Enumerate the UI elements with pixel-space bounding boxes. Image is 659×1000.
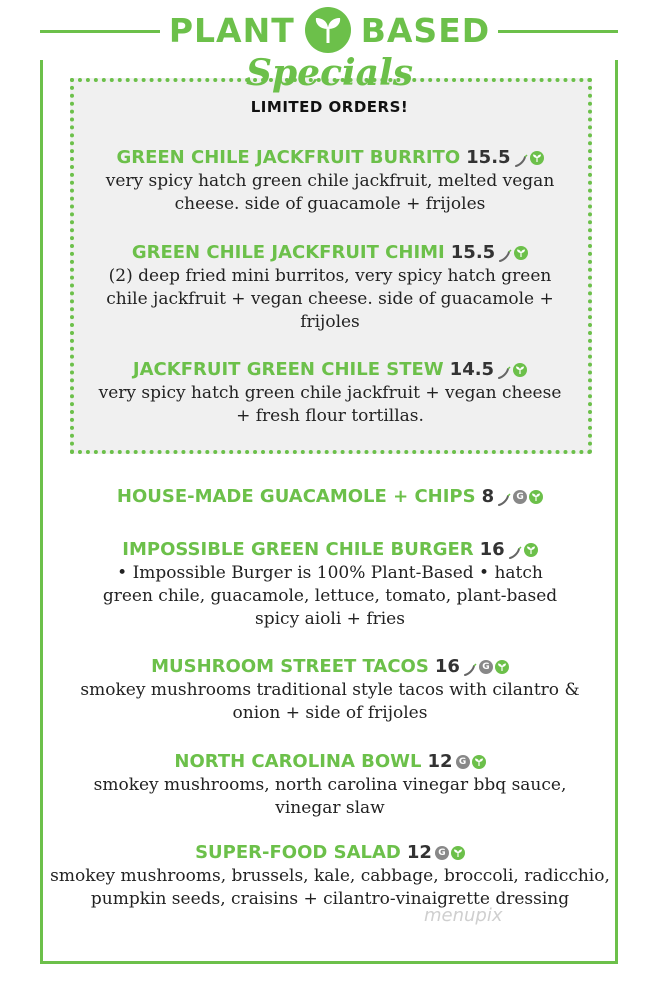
menu-item-price: 14.5: [449, 359, 495, 380]
dietary-icons: [514, 151, 544, 165]
menu-item-price: 8: [481, 486, 495, 507]
menu-item-price: 15.5: [466, 147, 511, 168]
header-plant-word: PLANT: [168, 10, 295, 50]
menu-item-title: [40, 750, 620, 774]
dietary-icons: [497, 490, 543, 504]
menu-item-price: 16: [479, 539, 505, 560]
vegan-sprout-icon: [530, 151, 544, 165]
header-divider-right: [498, 30, 618, 33]
menu-item-title: [50, 538, 610, 562]
menu-item-description: very spicy hatch green chile jackfruit + vegan cheese + fresh flour tortillas.: [98, 383, 562, 426]
gluten-free-icon: G: [513, 490, 527, 504]
watermark: menupix: [424, 905, 503, 926]
header-based-word: BASED: [360, 10, 491, 50]
menu-item-description: • Impossible Burger is 100% Plant-Based • hatch green chile, guacamole, lettuce, tomato, plant-based spicy aioli + fries: [102, 563, 558, 629]
menu-item-description: smokey mushrooms traditional style tacos with cilantro & onion + side of frijoles: [80, 680, 580, 723]
menu-item-name: GREEN CHILE JACKFRUIT CHIMI: [131, 242, 445, 263]
menu-item-name: SUPER-FOOD SALAD: [195, 842, 401, 863]
menu-item-name: HOUSE-MADE GUACAMOLE + CHIPS: [116, 486, 476, 507]
chile-pepper-icon: [497, 363, 511, 377]
header-divider-left: [40, 30, 160, 33]
dietary-icons: [498, 246, 528, 260]
vegan-sprout-icon: [495, 660, 509, 674]
menu-item-name: IMPOSSIBLE GREEN CHILE BURGER: [122, 539, 474, 560]
vegan-sprout-icon: [451, 846, 465, 860]
menu-item-name: MUSHROOM STREET TACOS: [151, 656, 429, 677]
menu-item-title: [70, 241, 590, 265]
chile-pepper-icon: [497, 490, 511, 504]
menu-item: [70, 241, 590, 334]
gluten-free-icon: G: [456, 755, 470, 769]
sprout-logo-icon: [305, 7, 351, 53]
chile-pepper-icon: [463, 660, 477, 674]
dietary-icons: [456, 755, 486, 769]
gluten-free-icon: G: [435, 846, 449, 860]
menu-item-description: smokey mushrooms, north carolina vinegar bbq sauce, vinegar slaw: [93, 775, 567, 818]
menu-item-name: GREEN CHILE JACKFRUIT BURRITO: [116, 147, 461, 168]
specials-title: Specials: [246, 52, 413, 94]
menu-item-title: [70, 146, 590, 170]
limited-orders-label: LIMITED ORDERS!: [250, 98, 409, 116]
dietary-icons: [497, 363, 527, 377]
menu-item: [50, 485, 610, 509]
menu-item: [40, 655, 620, 725]
vegan-sprout-icon: [529, 490, 543, 504]
menu-item-description: smokey mushrooms, brussels, kale, cabbage, broccoli, radicchio, pumpkin seeds, craisins + cilantro-vinaigrette dressing: [50, 866, 610, 909]
menu-item-price: 16: [434, 656, 460, 677]
menu-item-name: NORTH CAROLINA BOWL: [174, 751, 422, 772]
menu-item-price: 12: [406, 842, 432, 863]
gluten-free-icon: G: [479, 660, 493, 674]
menu-item: [70, 146, 590, 216]
chile-pepper-icon: [514, 151, 528, 165]
menu-item: [40, 750, 620, 820]
vegan-sprout-icon: [514, 246, 528, 260]
menu-item-name: JACKFRUIT GREEN CHILE STEW: [132, 359, 444, 380]
menu-item-title: [70, 358, 590, 382]
menu-item: [50, 538, 610, 631]
chile-pepper-icon: [498, 246, 512, 260]
menu-item-description: (2) deep fried mini burritos, very spicy hatch green chile jackfruit + vegan cheese. side of guacamole + frijoles: [106, 266, 554, 332]
menu-item-title: [40, 655, 620, 679]
menu-item-title: [50, 485, 610, 509]
menu-item: [40, 841, 620, 911]
vegan-sprout-icon: [513, 363, 527, 377]
dietary-icons: [463, 660, 509, 674]
vegan-sprout-icon: [472, 755, 486, 769]
chile-pepper-icon: [508, 543, 522, 557]
dietary-icons: [508, 543, 538, 557]
menu-item-description: very spicy hatch green chile jackfruit, melted vegan cheese. side of guacamole + frijoles: [105, 171, 555, 214]
dietary-icons: [435, 846, 465, 860]
menu-item-title: [40, 841, 620, 865]
vegan-sprout-icon: [524, 543, 538, 557]
menu-item-price: 12: [427, 751, 453, 772]
menu-item-price: 15.5: [450, 242, 496, 263]
menu-item: [70, 358, 590, 428]
